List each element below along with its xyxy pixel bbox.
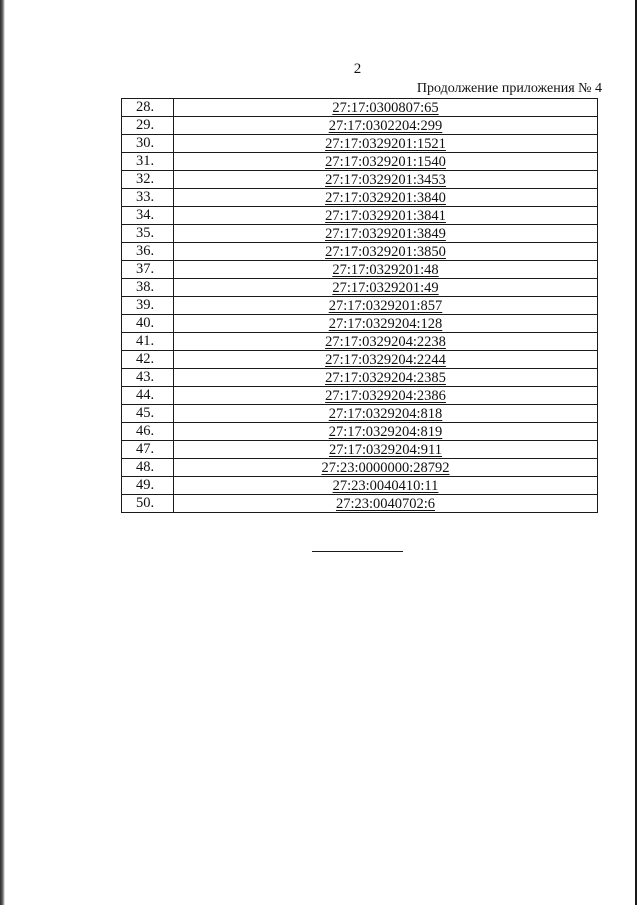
cadastral-number: 27:17:0329204:818 [174,405,598,423]
row-number: 42. [122,351,174,369]
table-row [122,459,598,477]
cadastral-number: 27:17:0329201:3850 [174,243,598,261]
cadastral-number: 27:17:0329204:2386 [174,387,598,405]
cadastral-number: 27:17:0329204:819 [174,423,598,441]
cadastral-table-body [122,99,598,513]
cadastral-number: 27:17:0329201:1521 [174,135,598,153]
row-number: 40. [122,315,174,333]
row-number: 47. [122,441,174,459]
scan-edge-shadow [0,0,5,905]
row-number: 41. [122,333,174,351]
table-row [122,261,598,279]
row-number: 32. [122,171,174,189]
cadastral-number: 27:23:0000000:28792 [174,459,598,477]
table-row [122,279,598,297]
row-number: 38. [122,279,174,297]
table-row [122,117,598,135]
cadastral-number: 27:17:0329201:3849 [174,225,598,243]
table-row [122,495,598,513]
table-row [122,189,598,207]
cadastral-number: 27:17:0329204:2244 [174,351,598,369]
table-row [122,387,598,405]
scan-edge-line [635,0,637,905]
row-number: 28. [122,99,174,117]
table-row [122,225,598,243]
table-row [122,297,598,315]
table-row [122,477,598,495]
row-number: 37. [122,261,174,279]
table-row [122,369,598,387]
cadastral-number: 27:17:0302204:299 [174,117,598,135]
row-number: 48. [122,459,174,477]
row-number: 33. [122,189,174,207]
table-row [122,423,598,441]
table-row [122,351,598,369]
cadastral-number: 27:17:0329201:3840 [174,189,598,207]
cadastral-number: 27:17:0300807:65 [174,99,598,117]
cadastral-number: 27:17:0329201:48 [174,261,598,279]
appendix-continuation-header: Продолжение приложения № 4 [416,81,602,96]
cadastral-number: 27:23:0040702:6 [174,495,598,513]
cadastral-number: 27:23:0040410:11 [174,477,598,495]
row-number: 31. [122,153,174,171]
table-row [122,99,598,117]
cadastral-number: 27:17:0329201:857 [174,297,598,315]
table-row [122,315,598,333]
row-number: 44. [122,387,174,405]
table-row [122,135,598,153]
cadastral-number: 27:17:0329204:128 [174,315,598,333]
cadastral-number: 27:17:0329204:911 [174,441,598,459]
row-number: 43. [122,369,174,387]
cadastral-number: 27:17:0329201:3453 [174,171,598,189]
row-number: 50. [122,495,174,513]
row-number: 45. [122,405,174,423]
row-number: 36. [122,243,174,261]
table-row [122,333,598,351]
cadastral-number: 27:17:0329201:1540 [174,153,598,171]
cadastral-number: 27:17:0329204:2385 [174,369,598,387]
table-row [122,153,598,171]
end-of-document-line [312,551,403,552]
row-number: 49. [122,477,174,495]
row-number: 39. [122,297,174,315]
row-number: 29. [122,117,174,135]
cadastral-number: 27:17:0329204:2238 [174,333,598,351]
cadastral-number: 27:17:0329201:3841 [174,207,598,225]
cadastral-number: 27:17:0329201:49 [174,279,598,297]
row-number: 30. [122,135,174,153]
table-row [122,441,598,459]
cadastral-table [121,98,598,513]
table-row [122,405,598,423]
table-row [122,243,598,261]
page-number: 2 [353,61,362,77]
row-number: 46. [122,423,174,441]
row-number: 34. [122,207,174,225]
table-row [122,171,598,189]
table-row [122,207,598,225]
row-number: 35. [122,225,174,243]
